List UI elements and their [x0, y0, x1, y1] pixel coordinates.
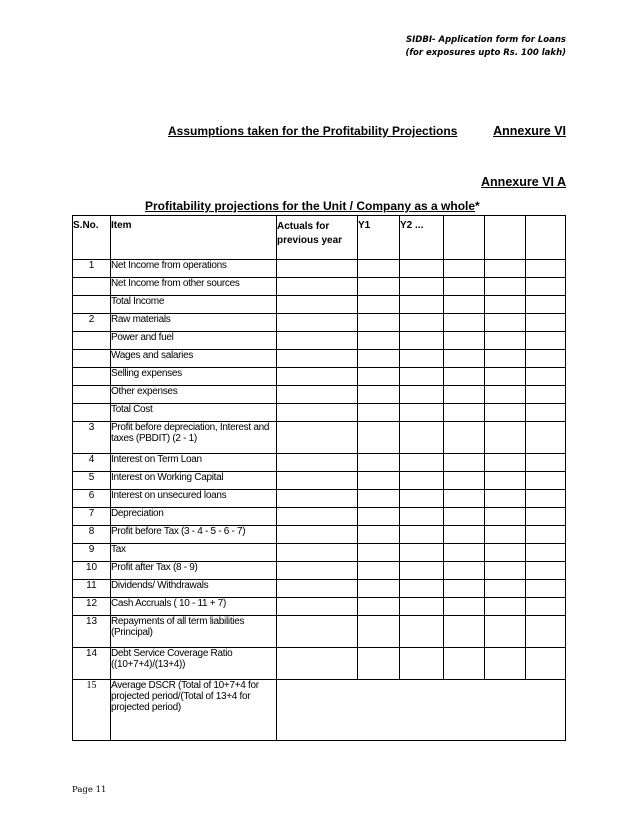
row-value-cell[interactable]: [277, 454, 358, 472]
row-item: Profit before depreciation, Interest and taxes (PBDIT) (2 - 1): [111, 422, 277, 454]
row-value-cell[interactable]: [485, 368, 526, 386]
row-value-cell[interactable]: [358, 296, 400, 314]
row-value-cell[interactable]: [444, 454, 485, 472]
row-item: Selling expenses: [111, 368, 277, 386]
header-blank-2: [485, 216, 526, 260]
row-item: Profit before Tax (3 - 4 - 5 - 6 - 7): [111, 526, 277, 544]
table-row: [73, 616, 566, 648]
row-sno: 5: [73, 472, 111, 490]
table-row: [73, 580, 566, 598]
row-value-cell[interactable]: [485, 580, 526, 598]
row-value-cell[interactable]: [526, 562, 566, 580]
row-value-cell[interactable]: [358, 404, 400, 422]
row-value-cell[interactable]: [277, 648, 358, 680]
row-value-cell[interactable]: [526, 260, 566, 278]
row-sno: [73, 332, 111, 350]
row-value-cell[interactable]: [358, 368, 400, 386]
row-value-cell[interactable]: [358, 278, 400, 296]
row-item: Dividends/ Withdrawals: [111, 580, 277, 598]
row-value-cell[interactable]: [400, 616, 444, 648]
row-sno: [73, 368, 111, 386]
row-value-cell[interactable]: [485, 278, 526, 296]
table-row: [73, 314, 566, 332]
row-value-cell[interactable]: [526, 508, 566, 526]
row-value-cell[interactable]: [277, 526, 358, 544]
row-value-cell[interactable]: [444, 580, 485, 598]
row-value-cell[interactable]: [444, 490, 485, 508]
row-item: Power and fuel: [111, 332, 277, 350]
row-value-cell[interactable]: [526, 472, 566, 490]
row-value-cell[interactable]: [526, 490, 566, 508]
row-value-cell[interactable]: [444, 544, 485, 562]
row-item: Interest on Working Capital: [111, 472, 277, 490]
header-line-2: (for exposures upto Rs. 100 lakh): [405, 48, 566, 58]
row-value-cell[interactable]: [485, 616, 526, 648]
row-value-cell[interactable]: [358, 526, 400, 544]
row-value-cell[interactable]: [277, 580, 358, 598]
page-number: Page 11: [72, 785, 107, 795]
row-value-cell[interactable]: [277, 472, 358, 490]
row-value-cell[interactable]: [400, 454, 444, 472]
row-value-cell[interactable]: [358, 580, 400, 598]
row-item: Total Income: [111, 296, 277, 314]
row-value-cell[interactable]: [358, 544, 400, 562]
row-value-cell[interactable]: [400, 544, 444, 562]
row-value-cell[interactable]: [400, 386, 444, 404]
table-row: [73, 422, 566, 454]
row-value-cell[interactable]: [485, 472, 526, 490]
row-value-cell[interactable]: [485, 314, 526, 332]
row-value-cell[interactable]: [358, 260, 400, 278]
row-sno: 11: [73, 580, 111, 598]
table-row: [73, 508, 566, 526]
row-value-cell[interactable]: [485, 386, 526, 404]
row-value-cell[interactable]: [485, 332, 526, 350]
row-value-cell[interactable]: [444, 562, 485, 580]
header-item: Item: [111, 216, 277, 260]
row-sno: 13: [73, 616, 111, 648]
row-value-cell[interactable]: [526, 598, 566, 616]
row-value-cell[interactable]: [485, 508, 526, 526]
row-value-cell[interactable]: [277, 616, 358, 648]
row-sno: 9: [73, 544, 111, 562]
table-row: [73, 368, 566, 386]
row-value-cell[interactable]: [526, 332, 566, 350]
row-sno: 12: [73, 598, 111, 616]
row-sno: 2: [73, 314, 111, 332]
row-value-cell[interactable]: [485, 404, 526, 422]
row-item: Tax: [111, 544, 277, 562]
row-value-cell[interactable]: [485, 260, 526, 278]
row-sno: 10: [73, 562, 111, 580]
row-item: Debt Service Coverage Ratio ((10+7+4)/(13+4)): [111, 648, 277, 680]
row-item: Other expenses: [111, 386, 277, 404]
row-value-cell[interactable]: [277, 598, 358, 616]
row-value-cell[interactable]: [400, 350, 444, 368]
row-value-cell[interactable]: [358, 350, 400, 368]
row-item: Wages and salaries: [111, 350, 277, 368]
profitability-table: [72, 215, 566, 741]
row-value-cell[interactable]: [358, 648, 400, 680]
table-row: [73, 680, 566, 741]
row-value-cell[interactable]: [444, 598, 485, 616]
row-value-cell[interactable]: [444, 648, 485, 680]
header-actuals-line1: Actuals for: [277, 221, 330, 232]
row-value-cell[interactable]: [444, 296, 485, 314]
row-value-cell[interactable]: [400, 472, 444, 490]
row-value-cell[interactable]: [485, 598, 526, 616]
row-sno: 6: [73, 490, 111, 508]
row-value-cell[interactable]: [444, 422, 485, 454]
table-row: [73, 386, 566, 404]
row-value-cell[interactable]: [358, 616, 400, 648]
header-blank-3: [526, 216, 566, 260]
header-actuals-line2: previous year: [277, 235, 343, 246]
row-value-cell[interactable]: [400, 580, 444, 598]
projection-title: [145, 199, 480, 213]
table-header-row: [73, 216, 566, 260]
row-value-cell[interactable]: [358, 422, 400, 454]
row-value-cell[interactable]: [400, 278, 444, 296]
row-value-cell[interactable]: [400, 648, 444, 680]
row-value-cell[interactable]: [277, 350, 358, 368]
row-item: Repayments of all term liabilities (Principal): [111, 616, 277, 648]
row-item: Net Income from other sources: [111, 278, 277, 296]
row-value-cell[interactable]: [526, 296, 566, 314]
row-value-cell[interactable]: [485, 296, 526, 314]
table-row: [73, 278, 566, 296]
row-value-cell[interactable]: [400, 404, 444, 422]
header-blank-1: [444, 216, 485, 260]
row-sno: 8: [73, 526, 111, 544]
row-value-cell[interactable]: [526, 616, 566, 648]
projection-title-star: *: [475, 199, 480, 213]
row-item: Interest on unsecured loans: [111, 490, 277, 508]
row-value-cell[interactable]: [526, 404, 566, 422]
row-item: Average DSCR (Total of 10+7+4 for projected period/(Total of 13+4 for projected period): [111, 680, 277, 741]
row-value-cell[interactable]: [485, 454, 526, 472]
row-sno: [73, 386, 111, 404]
row-item: Cash Accruals ( 10 - 11 + 7): [111, 598, 277, 616]
table-row: [73, 454, 566, 472]
row-value-cell[interactable]: [400, 422, 444, 454]
row-value-cell[interactable]: [400, 296, 444, 314]
row-value-cell[interactable]: [485, 422, 526, 454]
table-row: [73, 296, 566, 314]
row-value-cell[interactable]: [526, 580, 566, 598]
row-value-cell[interactable]: [358, 508, 400, 526]
row-item: Interest on Term Loan: [111, 454, 277, 472]
row-value-cell[interactable]: [526, 454, 566, 472]
header-y1: Y1: [358, 216, 400, 260]
table-row: [73, 544, 566, 562]
table-row: [73, 350, 566, 368]
header-sno: S.No.: [73, 216, 111, 260]
row-item: Total Cost: [111, 404, 277, 422]
row-value-cell[interactable]: [358, 454, 400, 472]
row-value-cell[interactable]: [358, 472, 400, 490]
row-value-cell[interactable]: [400, 526, 444, 544]
row-value-cell[interactable]: [526, 422, 566, 454]
row-value-cell[interactable]: [444, 278, 485, 296]
row-value-cell[interactable]: [358, 386, 400, 404]
row-item: Depreciation: [111, 508, 277, 526]
row-value-cell[interactable]: [358, 562, 400, 580]
row-sno: [73, 404, 111, 422]
annexure-vi-label: Annexure VI: [493, 124, 566, 138]
row-value-cell[interactable]: [444, 472, 485, 490]
row-value-cell[interactable]: [526, 350, 566, 368]
row-value-cell[interactable]: [277, 296, 358, 314]
row-value-cell[interactable]: [400, 508, 444, 526]
annexure-via-label: Annexure VI A: [481, 175, 566, 189]
row-value-cell[interactable]: [277, 386, 358, 404]
row-value-cell[interactable]: [526, 526, 566, 544]
row-value-merged[interactable]: [277, 680, 566, 741]
table-row: [73, 404, 566, 422]
row-value-cell[interactable]: [358, 598, 400, 616]
row-value-cell[interactable]: [485, 544, 526, 562]
header-line-1: SIDBI- Application form for Loans: [406, 35, 566, 45]
row-item: Profit after Tax (8 - 9): [111, 562, 277, 580]
row-value-cell[interactable]: [444, 616, 485, 648]
row-value-cell[interactable]: [400, 332, 444, 350]
row-value-cell[interactable]: [485, 526, 526, 544]
row-value-cell[interactable]: [277, 490, 358, 508]
table-row: [73, 472, 566, 490]
row-value-cell[interactable]: [485, 490, 526, 508]
row-value-cell[interactable]: [277, 404, 358, 422]
table-row: [73, 598, 566, 616]
row-value-cell[interactable]: [277, 544, 358, 562]
row-value-cell[interactable]: [358, 332, 400, 350]
row-sno: 1: [73, 260, 111, 278]
row-value-cell[interactable]: [277, 314, 358, 332]
row-value-cell[interactable]: [358, 314, 400, 332]
row-value-cell[interactable]: [444, 404, 485, 422]
row-value-cell[interactable]: [485, 648, 526, 680]
header-actuals: [277, 216, 358, 260]
row-value-cell[interactable]: [400, 260, 444, 278]
row-value-cell[interactable]: [277, 332, 358, 350]
row-value-cell[interactable]: [277, 278, 358, 296]
row-value-cell[interactable]: [277, 508, 358, 526]
row-value-cell[interactable]: [277, 422, 358, 454]
row-sno: 14: [73, 648, 111, 680]
row-value-cell[interactable]: [526, 278, 566, 296]
row-value-cell[interactable]: [444, 332, 485, 350]
row-sno: 4: [73, 454, 111, 472]
row-value-cell[interactable]: [485, 350, 526, 368]
row-sno: 3: [73, 422, 111, 454]
row-value-cell[interactable]: [400, 368, 444, 386]
assumptions-title: Assumptions taken for the Profitability Projections: [168, 124, 458, 138]
row-value-cell[interactable]: [400, 314, 444, 332]
row-value-cell[interactable]: [277, 260, 358, 278]
row-value-cell[interactable]: [400, 490, 444, 508]
row-value-cell[interactable]: [277, 368, 358, 386]
table-row: [73, 648, 566, 680]
projection-title-text: Profitability projections for the Unit / Company as a whole: [145, 199, 476, 213]
row-sno: [73, 278, 111, 296]
page-header: [405, 34, 566, 60]
table-row: [73, 526, 566, 544]
row-value-cell[interactable]: [526, 648, 566, 680]
row-value-cell[interactable]: [526, 314, 566, 332]
header-y2: Y2 ...: [400, 216, 444, 260]
table-row: [73, 260, 566, 278]
row-value-cell[interactable]: [444, 368, 485, 386]
row-value-cell[interactable]: [444, 526, 485, 544]
table-row: [73, 490, 566, 508]
row-value-cell[interactable]: [358, 490, 400, 508]
row-value-cell[interactable]: [444, 386, 485, 404]
row-sno: [73, 296, 111, 314]
row-value-cell[interactable]: [444, 314, 485, 332]
row-sno: [73, 350, 111, 368]
row-value-cell[interactable]: [400, 598, 444, 616]
row-value-cell[interactable]: [526, 544, 566, 562]
row-item: Raw materials: [111, 314, 277, 332]
row-value-cell[interactable]: [277, 562, 358, 580]
row-value-cell[interactable]: [444, 260, 485, 278]
table-row: [73, 562, 566, 580]
row-value-cell[interactable]: [526, 386, 566, 404]
row-sno: 7: [73, 508, 111, 526]
row-value-cell[interactable]: [485, 562, 526, 580]
row-value-cell[interactable]: [400, 562, 444, 580]
row-value-cell[interactable]: [526, 368, 566, 386]
row-item: Net Income from operations: [111, 260, 277, 278]
row-value-cell[interactable]: [444, 508, 485, 526]
row-value-cell[interactable]: [444, 350, 485, 368]
table-row: [73, 332, 566, 350]
row-sno: 15: [73, 680, 111, 741]
